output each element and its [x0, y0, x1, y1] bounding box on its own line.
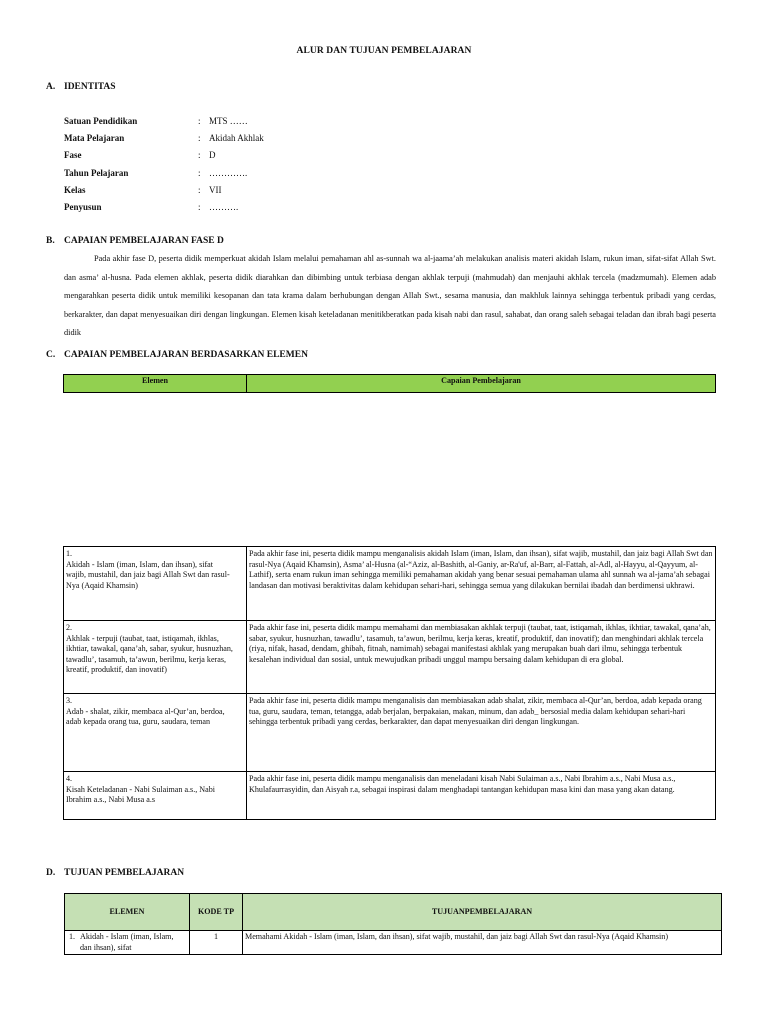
table-row: [64, 772, 716, 820]
tp-elemen-text: Akidah - Islam (iman, Islam, dan ihsan), sifat: [80, 932, 174, 952]
ident-label: Penyusun: [64, 202, 102, 212]
elemen-number: 4.: [66, 774, 73, 783]
ident-label: Fase: [64, 150, 82, 160]
table-row: [64, 547, 716, 621]
elemen-cell: [64, 694, 247, 772]
elemen-text: Akidah - Islam (iman, Islam, dan ihsan), sifat wajib, mustahil, dan jaiz bagi Allah Swt dan rasul-Nya (Aqaid Khamsin): [66, 559, 230, 590]
table-row: [64, 621, 716, 694]
section-d-heading: [46, 868, 184, 878]
ident-value: MTS ……: [209, 116, 248, 126]
section-a-heading: [46, 82, 116, 92]
capaian-cell: Pada akhir fase ini, peserta didik mampu menganalisis dan meneladani kisah Nabi Sulaiman a.s., Nabi Ibrahim a.s., Nabi Musa a.s., Khulafaurrasyidin, dan Aisyah r.a, sebagai inspirasi dalam menghadapi tantangan kehidupan masa kini dan masa yang akan datang.: [247, 772, 716, 820]
ident-colon: :: [198, 168, 201, 178]
section-c-heading: [46, 350, 308, 360]
elemen-number: 3.: [66, 696, 73, 705]
ident-value: Akidah Akhlak: [209, 133, 264, 143]
ident-label: Kelas: [64, 185, 86, 195]
ident-colon: :: [198, 185, 201, 195]
ident-colon: :: [198, 150, 201, 160]
capaian-fase-paragraph: Pada akhir fase D, peserta didik memperkuat akidah Islam melalui pemahaman ahl as-sunnah wa al-jaama’ah melakukan analisis materi akidah Islam, rukun iman, sifat-sifat Allah Swt. dan asma’ al-husna. Pada elemen akhlak, peserta didik diarahkan dan dibimbing untuk terbiasa dengan akhlak terpuji (mahmudah) dan menjauhi akhlak tercela (madzmumah). Elemen adab mengarahkan peserta didik untuk memiliki kesopanan dan tata krama dalam berhubungan dengan Allah Swt., sesama manusia, dan makhluk lainnya sehingga terbentuk pribadi yang cerdas, berkarakter, dan dapat menyesuaikan diri dengan lingkungan. Elemen kisah keteladanan menitikberatkan pada kisah nabi dan rasul, sahabat, dan orang saleh sebagai teladan dan ibrah bagi peserta didik: [64, 254, 716, 337]
ident-value: ………….: [209, 168, 248, 178]
elemen-number: 2.: [66, 623, 73, 632]
section-c-title: CAPAIAN PEMBELAJARAN BERDASARKAN ELEMEN: [64, 350, 308, 360]
tujuan-table: [64, 893, 722, 955]
ident-value: D: [209, 150, 216, 160]
tp-tujuan-cell: Memahami Akidah - Islam (iman, Islam, dan ihsan), sifat wajib, mustahil, dan jaiz bagi Allah Swt dan rasul-Nya (Aqaid Khamsin): [243, 931, 722, 955]
ident-colon: :: [198, 202, 201, 212]
tp-elemen-cell: [65, 931, 190, 955]
col-header-kode-tp: KODE TP: [190, 894, 243, 931]
section-b-title: CAPAIAN PEMBELAJARAN FASE D: [64, 236, 224, 246]
elemen-cell: [64, 547, 247, 621]
ident-label: Tahun Pelajaran: [64, 168, 129, 178]
ident-value: VII: [209, 185, 222, 195]
ident-value: ……….: [209, 202, 239, 212]
col-header-elemen-tp: ELEMEN: [65, 894, 190, 931]
ident-label: Satuan Pendidikan: [64, 116, 138, 126]
elemen-text: Adab - shalat, zikir, membaca al-Qur’an, berdoa, adab kepada orang tua, guru, saudara, teman: [66, 706, 225, 726]
col-header-tujuan: TUJUANPEMBELAJARAN: [243, 894, 722, 931]
section-b-letter: B.: [46, 236, 55, 246]
col-header-capaian: Capaian Pembelajaran: [247, 375, 716, 393]
capaian-cell: Pada akhir fase ini, peserta didik mampu memahami dan membiasakan akhlak terpuji (taubat, taat, istiqamah, ikhlas, ikhtiar, tawakal, qana’ah, sabar, syukur, husnuzhan, tawadlu’, tasamuh, ta’awun, berilmu, kerja keras, kreatif, produktif, dan inovatif); dan menghindari akhlak tercela (riya, nifak, hasad, dendam, ghibah, fitnah, namimah) sebagai manifestasi akhlak yang merupakan buah dari ilmu, sehingga terbentuk kesalehan individual dan sosial, untuk mewujudkan pribadi unggul mampu bersaing dalam kehidupan di era global.: [247, 621, 716, 694]
elemen-cell: [64, 621, 247, 694]
section-c-letter: C.: [46, 350, 56, 360]
tp-elemen-number: 1.: [69, 932, 76, 941]
capaian-header-table: [63, 374, 716, 393]
section-a-title: IDENTITAS: [64, 82, 116, 92]
elemen-text: Kisah Keteladanan - Nabi Sulaiman a.s., Nabi Ibrahim a.s., Nabi Musa a.s: [66, 784, 216, 804]
tp-kode-cell: 1: [190, 931, 243, 955]
elemen-text: Akhlak - terpuji (taubat, taat, istiqamah, ikhlas, ikhtiar, tawakal, qana’ah, sabar, syukur, husnuzhan, tawadlu’, tasamuh, ta’awun, berilmu, kerja keras, kreatif, produktif, dan inovatif): [66, 633, 233, 674]
capaian-cell: Pada akhir fase ini, peserta didik mampu menganalisis dan membiasakan adab shalat, zikir, membaca al-Qur’an, berdoa, adab kepada orang tua, guru, saudara, teman, tetangga, adab berjalan, berpakaian, makan, minum, dan adab_ bersosial media dalam kehidupan sehari-hari sehingga terbentuk pribadi yang cerdas, berkarakter, dan dapat menyesuaikan diri dengan lingkungan.: [247, 694, 716, 772]
capaian-elemen-table: [63, 546, 716, 820]
ident-colon: :: [198, 116, 201, 126]
section-d-title: TUJUAN PEMBELAJARAN: [64, 868, 185, 878]
section-a-letter: A.: [46, 82, 56, 92]
table-row: [64, 694, 716, 772]
section-d-letter: D.: [46, 868, 56, 878]
ident-colon: :: [198, 133, 201, 143]
table-row: [65, 931, 722, 955]
capaian-cell: Pada akhir fase ini, peserta didik mampu menganalisis akidah Islam (iman, Islam, dan ihsan), sifat wajib, mustahil, dan jaiz bagi Allah Swt dan rasul-Nya (Aqaid Khamsin), Asma’ al-Husna (al-“Aziz, al-Bashith, al-Ganiy, ar-Ra'uf, al-Barr, al-Fattah, al-Adl, al-Hayyu, al-Qayyum, al-Lathif), serta enam rukun iman sehingga memiliki pemahaman akidah yang benar sesuai pemahaman ulama ahl sunnah wa al-jama’ah sebagai landasan dan motivasi beraktivitas dalam kehidupan sehari-hari, sehingga semua yang dilakukan bernilai ibadah dan berdimensi ukhrawi.: [247, 547, 716, 621]
ident-label: Mata Pelajaran: [64, 133, 125, 143]
col-header-elemen: Elemen: [64, 375, 247, 393]
elemen-cell: [64, 772, 247, 820]
section-b-heading: [46, 236, 224, 246]
elemen-number: 1.: [66, 549, 73, 558]
document-title: ALUR DAN TUJUAN PEMBELAJARAN: [296, 46, 472, 56]
